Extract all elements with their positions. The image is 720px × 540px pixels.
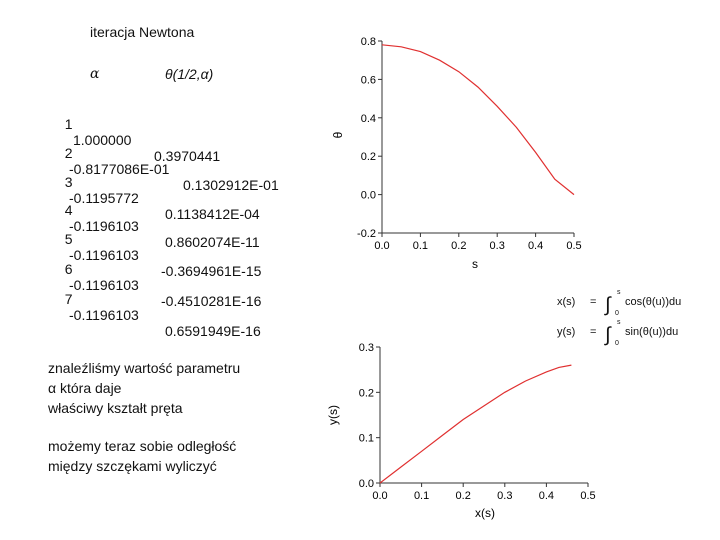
x-ticks — [372, 483, 595, 502]
theta-vs-s-chart — [330, 25, 590, 275]
next-step-note — [48, 436, 236, 476]
page-title: iteracja Newtona — [90, 24, 195, 40]
row-alpha-value: -0.1196103 — [69, 247, 139, 263]
formula-y-lower: 0 — [615, 340, 619, 347]
formula-x-lhs: x(s) — [557, 296, 576, 308]
row-alpha-value: -0.1196103 — [69, 307, 139, 323]
formula-y-body: sin(θ(u))du — [625, 326, 679, 338]
y-ticks — [359, 342, 380, 490]
y-axis-label: y(s) — [326, 405, 340, 425]
x-axis-label: x(s) — [475, 506, 495, 520]
row-number: 2 — [64, 145, 73, 161]
row-theta-value: -0.4510281E-16 — [161, 293, 262, 309]
row-theta-value: 0.3970441 — [154, 148, 221, 164]
y-tick-label: 0.8 — [360, 36, 376, 48]
y-ticks — [357, 36, 382, 240]
x-tick-label: 0.0 — [374, 240, 390, 252]
note-line: między szczękami wyliczyć — [48, 458, 217, 474]
row-number: 1 — [64, 116, 73, 132]
x-tick-label: 0.2 — [451, 240, 467, 252]
row-alpha-value: -0.1196103 — [69, 277, 139, 293]
x-tick-label: 0.4 — [538, 490, 555, 502]
x-tick-label: 0.3 — [497, 490, 513, 502]
y-tick-label: 0.2 — [358, 387, 374, 400]
row-theta-value: 0.1302912E-01 — [183, 177, 279, 193]
y-tick-label: 0.3 — [358, 342, 374, 354]
row-number: 4 — [64, 202, 73, 218]
row-alpha-value: 1.000000 — [73, 132, 132, 148]
x-tick-label: 0.1 — [413, 490, 430, 502]
x-tick-label: 0.4 — [527, 240, 544, 252]
note-line: właściwy kształt pręta — [48, 400, 183, 416]
x-tick-label: 0.0 — [372, 490, 388, 502]
y-tick-label: 0.2 — [360, 151, 376, 164]
integral-sign-icon: ∫ — [605, 324, 611, 346]
formula-y-eq: = — [590, 326, 597, 338]
row-theta-value: -0.3694961E-15 — [161, 263, 262, 279]
formula-x-lower: 0 — [615, 310, 619, 317]
row-alpha-value: -0.1196103 — [69, 218, 139, 234]
formula-x-body: cos(θ(u))du — [625, 296, 682, 308]
y-tick-label: 0.6 — [360, 74, 376, 87]
y-vs-x-chart — [325, 335, 605, 535]
y-tick-label: 0.4 — [360, 112, 376, 125]
theta-series-line — [382, 45, 574, 195]
curve-series-line — [380, 365, 571, 483]
theta-column-header: θ(1/2,α) — [165, 66, 214, 82]
x-axis-label: s — [472, 257, 478, 271]
row-number: 3 — [64, 174, 73, 190]
note-line: α która daje — [48, 380, 122, 396]
note-line: możemy teraz sobie odległość — [48, 438, 237, 454]
row-theta-value: 0.6591949E-16 — [165, 323, 261, 339]
y-tick-label: 0.0 — [360, 189, 376, 202]
row-alpha-value: -0.1195772 — [69, 190, 139, 206]
formula-x-upper: s — [617, 289, 621, 296]
x-tick-label: 0.1 — [412, 240, 429, 252]
row-number: 7 — [64, 291, 73, 307]
y-tick-label: 0.1 — [358, 432, 374, 445]
row-number: 6 — [64, 261, 73, 277]
row-theta-value: 0.8602074E-11 — [165, 234, 260, 250]
row-number: 5 — [64, 231, 73, 247]
conclusion-note — [48, 358, 240, 418]
y-tick-label: -0.2 — [357, 228, 376, 240]
formula-y-upper: s — [617, 319, 621, 326]
x-tick-label: 0.5 — [580, 490, 596, 502]
row-theta-value: 0.1138412E-04 — [165, 206, 260, 222]
row-alpha-value: -0.8177086E-01 — [69, 161, 170, 177]
x-ticks — [374, 233, 581, 252]
integral-sign-icon: ∫ — [605, 294, 611, 316]
note-line: znaleźliśmy wartość parametru — [48, 360, 241, 376]
x-tick-label: 0.3 — [489, 240, 505, 252]
alpha-column-header: α — [90, 66, 100, 82]
formula-y-lhs: y(s) — [557, 326, 576, 338]
y-axis-label: θ — [331, 131, 345, 139]
x-tick-label: 0.2 — [455, 490, 471, 502]
formula-x-eq: = — [590, 296, 597, 308]
y-tick-label: 0.0 — [358, 478, 374, 490]
x-tick-label: 0.5 — [566, 240, 582, 252]
